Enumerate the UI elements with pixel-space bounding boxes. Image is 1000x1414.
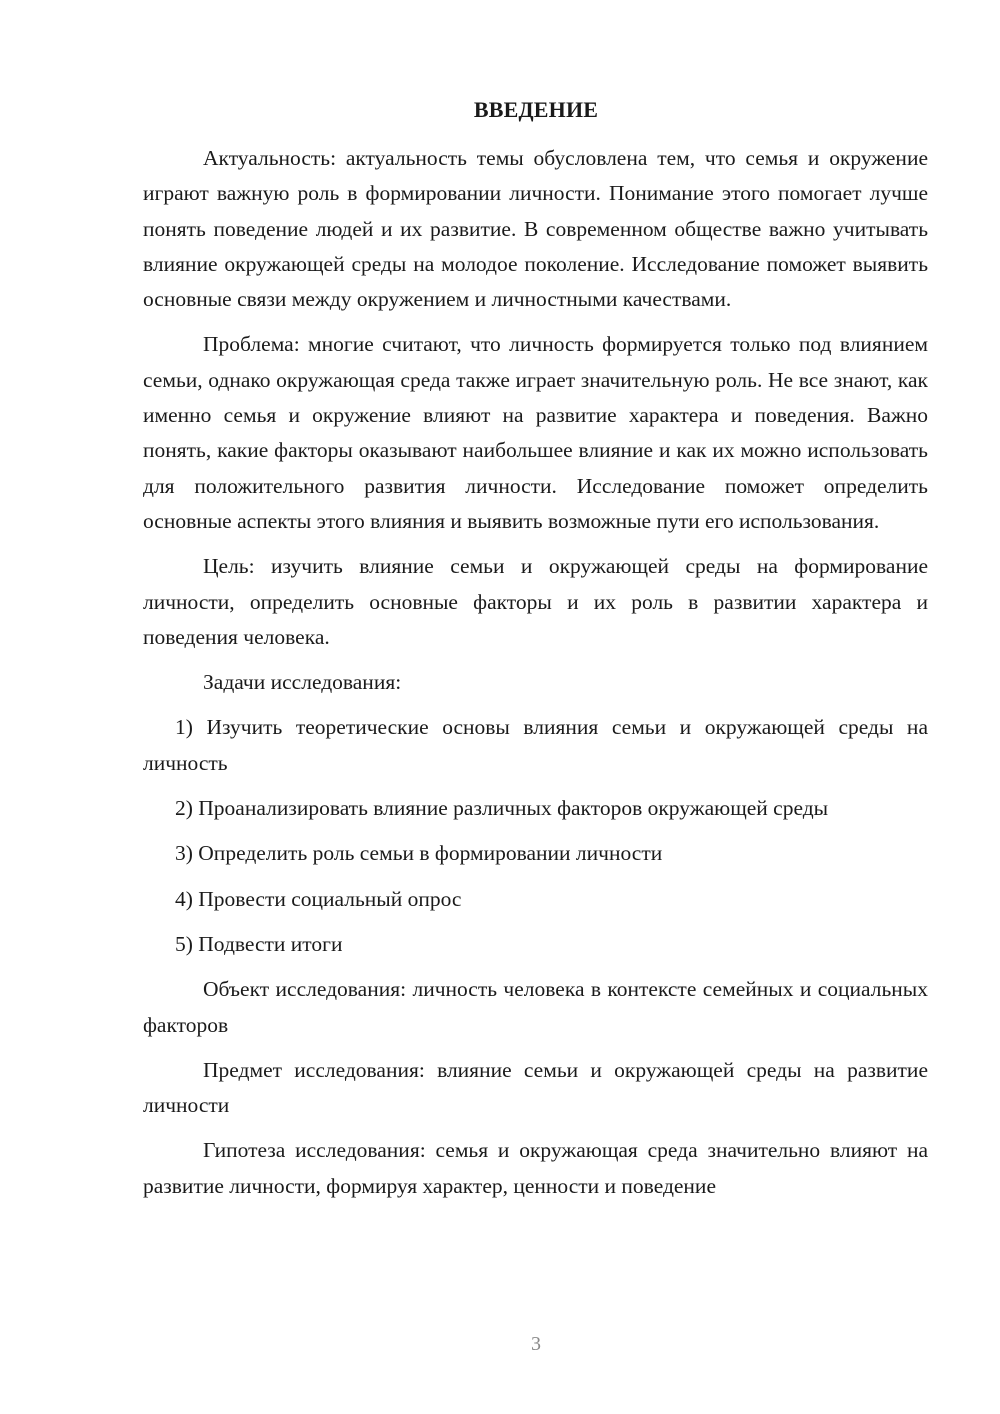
paragraph-goal: Цель: изучить влияние семьи и окружающей среды на формирование личности, определить основные факторы и их роль в развитии характера и поведения человека. (143, 554, 928, 649)
paragraph-tasks-intro: Задачи исследования: (203, 670, 402, 695)
paragraph-hypothesis: Гипотеза исследования: семья и окружающая среда значительно влияют на развитие личности, формируя характер, ценности и поведение (143, 1138, 928, 1198)
section-heading: ВВЕДЕНИЕ (473, 97, 599, 122)
paragraph-subject: Предмет исследования: влияние семьи и окружающей среды на развитие личности (143, 1057, 928, 1118)
page-number: 3 (531, 1333, 541, 1355)
paragraph-problem: Проблема: многие считают, что личность формируется только под влиянием семьи, однако окружающая среда также играет значительную роль. Не все знают, как именно семья и окружение влияют на развитие характера и поведения. Важно понять, какие факторы оказывают наибольшее влияние и как их можно использовать для положительного развития личности. Исследование поможет определить основные аспекты этого влияния и выявить возможные пути его использования. (143, 332, 928, 533)
paragraph-object: Объект исследования: личность человека в контексте семейных и социальных факторов (143, 977, 928, 1037)
task-item-5: 5) Подвести итоги (175, 931, 343, 956)
task-item-4: 4) Провести социальный опрос (175, 886, 462, 911)
task-item-3: 3) Определить роль семьи в формировании личности (175, 841, 663, 866)
document-body (143, 141, 928, 1204)
paragraph-relevance: Актуальность: актуальность темы обусловлена тем, что семья и окружение играют важную роль в формировании личности. Понимание этого помогает лучше понять поведение людей и их развитие. В современном обществе важно учитывать влияние окружающей среды на молодое поколение. Исследование поможет выявить основные связи между окружением и личностными качествами. (143, 146, 928, 312)
task-item-2: 2) Проанализировать влияние различных факторов окружающей среды (175, 796, 829, 821)
task-item-1: 1) Изучить теоретические основы влияния семьи и окружающей среды на личность (143, 715, 928, 775)
